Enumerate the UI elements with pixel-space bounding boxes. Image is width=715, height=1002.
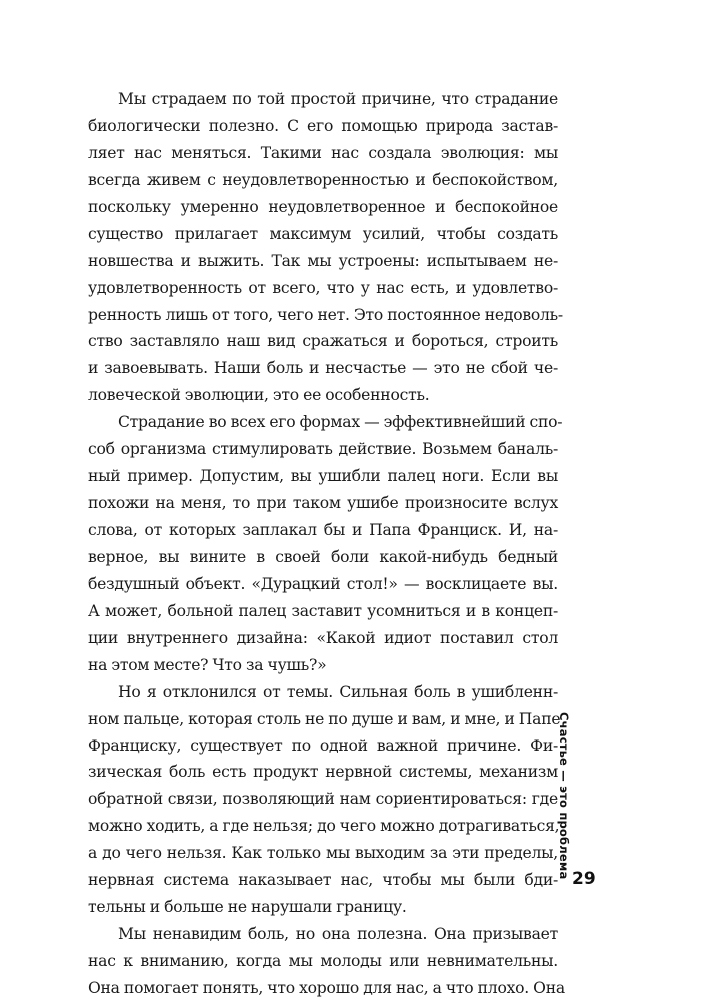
text-line: биологически полезно. С его помощью природа застав- — [88, 116, 558, 135]
text-line: нервная система наказывает нас, чтобы мы были бди- — [88, 871, 558, 890]
text-line: соб организма стимулировать действие. Возьмем баналь- — [88, 440, 558, 459]
text-line: нас к вниманию, когда мы молоды или невнимательны. — [88, 952, 558, 970]
text-line: ство заставляло наш вид сражаться и бороться, строить — [88, 332, 558, 351]
text-line: Но я отклонился от темы. Сильная боль в ушибленн- — [118, 682, 558, 701]
text-line: поскольку умеренно неудовлетворенное и беспокойное — [88, 197, 558, 216]
text-line: а до чего нельзя. Как только мы выходим за эти пределы, — [88, 844, 558, 863]
text-line: всегда живем с неудовлетворенностью и беспокойством, — [88, 170, 558, 189]
text-line: А может, больной палец заставит усомниться и в концеп- — [88, 601, 558, 620]
text-line: Она помогает понять, что хорошо для нас, а что плохо. Она — [88, 978, 565, 997]
text-line: ции внутреннего дизайна: «Какой идиот поставил стол — [88, 628, 558, 647]
text-line: на этом месте? Что за чушь?» — [88, 655, 327, 674]
text-line: и завоевывать. Наши боль и несчастье — это не сбой че- — [88, 359, 558, 378]
text-line: ренность лишь от того, чего нет. Это постоянное недоволь- — [88, 305, 563, 324]
text-line: существо прилагает максимум усилий, чтобы создать — [88, 224, 558, 243]
text-line: Мы ненавидим боль, но она полезна. Она призывает — [118, 925, 558, 944]
text-line: Страдание во всех его формах — эффективнейший спо- — [118, 413, 563, 432]
paragraph-1 — [88, 86, 563, 409]
paragraph-2 — [88, 409, 563, 678]
text-line: ловеческой эволюции, это ее особенность. — [88, 386, 430, 405]
text-line: похожи на меня, то при таком ушибе произносите вслух — [88, 494, 558, 513]
text-line: Мы страдаем по той простой причине, что страдание — [118, 90, 558, 108]
text-line: ляет нас меняться. Такими нас создала эволюция: мы — [88, 143, 558, 162]
text-line: новшества и выжить. Так мы устроены: испытываем не- — [88, 251, 558, 270]
text-line: ном пальце, которая столь не по душе и вам, и мне, и Папе — [88, 709, 561, 728]
running-head: Счастье — это проблема — [557, 712, 571, 880]
paragraph-4 — [88, 921, 565, 1002]
text-line: зическая боль есть продукт нервной системы, механизм — [88, 763, 558, 782]
text-line: можно ходить, а где нельзя; до чего можно дотрагиваться, — [88, 817, 560, 836]
text-line: обратной связи, позволяющий нам сориентироваться: где — [88, 790, 558, 809]
text-line: слова, от которых заплакал бы и Папа Франциск. И, на- — [88, 521, 558, 539]
text-line: бездушный объект. «Дурацкий стол!» — восклицаете вы. — [88, 574, 558, 593]
text-line: удовлетворенность от всего, что у нас есть, и удовлетво- — [88, 278, 558, 297]
text-line: тельны и больше не нарушали границу. — [88, 898, 407, 917]
paragraph-3 — [88, 679, 561, 921]
text-line: ный пример. Допустим, вы ушибли палец ноги. Если вы — [88, 467, 558, 486]
text-line: верное, вы вините в своей боли какой-нибудь бедный — [88, 547, 558, 566]
text-line: Франциску, существует по одной важной причине. Фи- — [88, 736, 558, 755]
page-number: 29 — [572, 869, 596, 889]
